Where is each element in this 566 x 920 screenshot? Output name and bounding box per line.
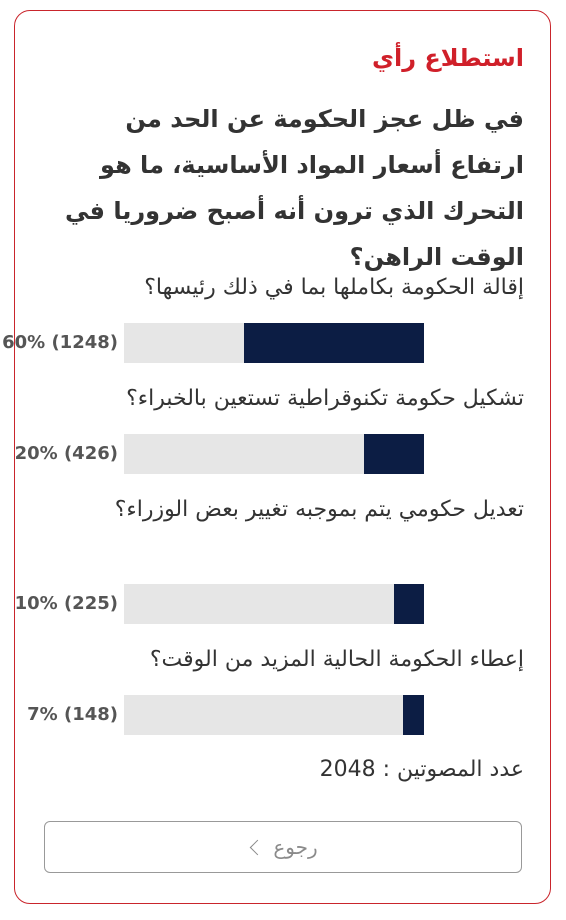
- option-label[interactable]: تعديل حكومي يتم بموجبه تغيير بعض الوزراء؟: [114, 497, 524, 522]
- bar-fill: [244, 323, 424, 363]
- bar-track: [124, 584, 424, 624]
- chevron-right-icon: [250, 839, 266, 855]
- poll-question: في ظل عجز الحكومة عن الحد من ارتفاع أسعار المواد الأساسية، ما هو التحرك الذي ترون أنه أصبح ضروريا في الوقت الراهن؟: [64, 105, 524, 271]
- option-label[interactable]: إعطاء الحكومة الحالية المزيد من الوقت؟: [149, 647, 524, 672]
- bar-track: [124, 695, 424, 735]
- back-button[interactable]: [44, 821, 522, 873]
- option-result-value: 10% (225): [14, 593, 118, 614]
- poll-title: استطلاع رأي: [371, 44, 524, 72]
- option-result-value: 20% (426): [14, 443, 118, 464]
- bar-fill: [403, 695, 424, 735]
- bar-fill: [394, 584, 424, 624]
- voters-count: عدد المصوتين : 2048: [319, 757, 524, 782]
- option-result-bar: [27, 695, 424, 735]
- bar-fill: [364, 434, 424, 474]
- option-result-bar: [14, 584, 424, 624]
- option-result-bar: [14, 434, 424, 474]
- option-result-value: 60% (1248): [2, 332, 118, 353]
- option-label[interactable]: إقالة الحكومة بكاملها بما في ذلك رئيسها؟: [144, 275, 524, 300]
- option-label[interactable]: تشكيل حكومة تكنوقراطية تستعين بالخبراء؟: [126, 386, 524, 411]
- option-result-bar: [2, 323, 424, 363]
- option-result-value: 7% (148): [27, 704, 118, 725]
- back-label: رجوع: [273, 835, 318, 859]
